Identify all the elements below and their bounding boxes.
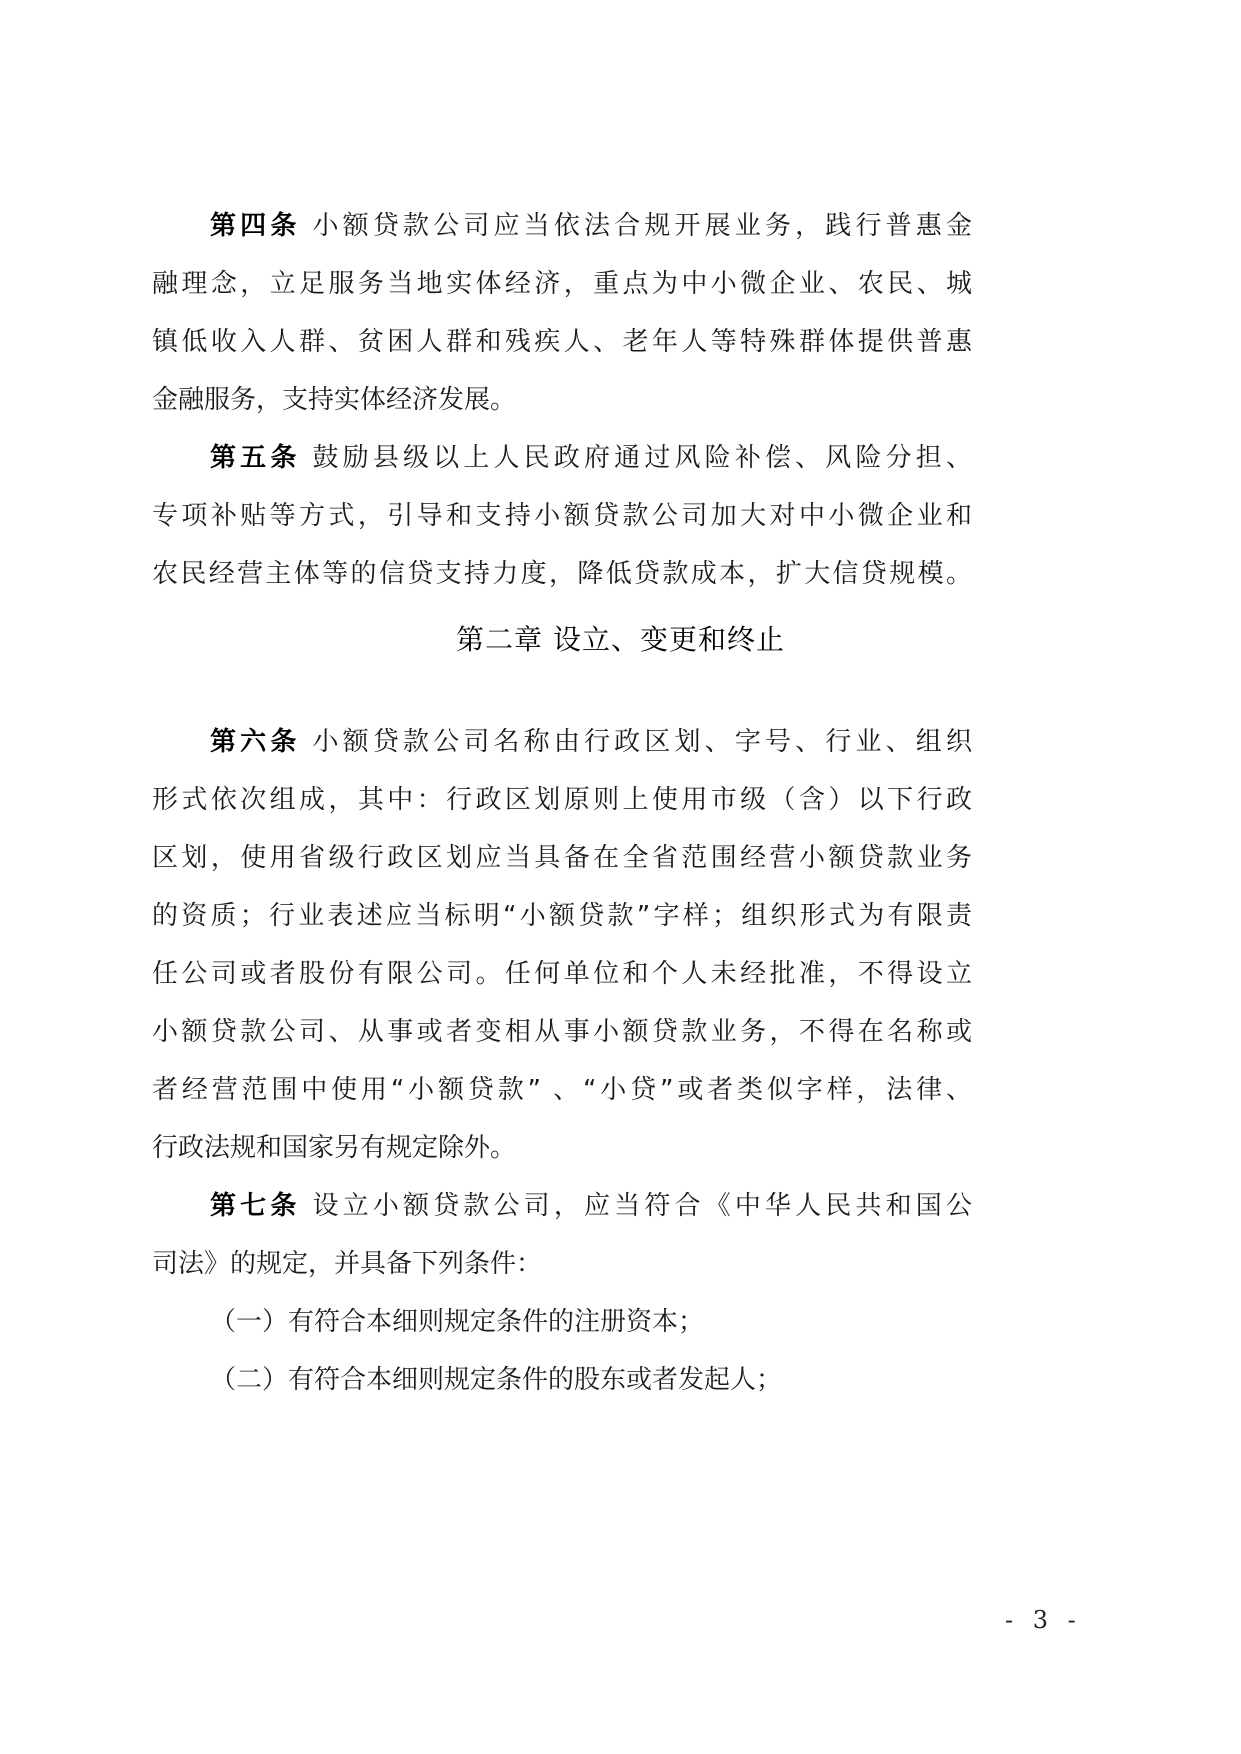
article-6-line-5: 任公司或者股份有限公司。任何单位和个人未经批准，不得设立 bbox=[152, 959, 972, 989]
article-6-line-1 bbox=[152, 722, 972, 762]
page-number: - 3 - bbox=[1005, 1606, 1082, 1634]
article-5-line-1 bbox=[152, 438, 972, 478]
article-6-line-8: 行政法规和国家另有规定除外。 bbox=[152, 1133, 517, 1163]
article-7-line-2: 司法》的规定，并具备下列条件： bbox=[152, 1249, 543, 1279]
article-6-line-6: 小额贷款公司、从事或者变相从事小额贷款业务，不得在名称或 bbox=[152, 1017, 972, 1047]
article-7-line-1 bbox=[152, 1186, 972, 1226]
article-6-line-4: 的资质；行业表述应当标明“小额贷款”字样；组织形式为有限责 bbox=[152, 901, 972, 931]
article-4-number: 第四条 bbox=[210, 211, 301, 241]
article-6-line-2: 形式依次组成，其中：行政区划原则上使用市级（含）以下行政 bbox=[152, 785, 972, 815]
article-5-line-3: 农民经营主体等的信贷支持力度，降低贷款成本，扩大信贷规模。 bbox=[152, 559, 972, 589]
article-4-text-1: 小额贷款公司应当依法合规开展业务，践行普惠金 bbox=[312, 211, 972, 241]
article-5-number: 第五条 bbox=[210, 443, 301, 473]
article-7-item-1: （一）有符合本细则规定条件的注册资本； bbox=[210, 1307, 705, 1337]
article-5-line-2: 专项补贴等方式，引导和支持小额贷款公司加大对中小微企业和 bbox=[152, 501, 972, 531]
article-5-text-1: 鼓励县级以上人民政府通过风险补偿、风险分担、 bbox=[312, 443, 972, 473]
article-7-text-1: 设立小额贷款公司，应当符合《中华人民共和国公 bbox=[312, 1191, 972, 1221]
article-4-line-3: 镇低收入人群、贫困人群和残疾人、老年人等特殊群体提供普惠 bbox=[152, 327, 972, 357]
chapter-title: 第二章 设立、变更和终止 bbox=[456, 623, 785, 656]
article-6-line-7: 者经营范围中使用“小额贷款” 、“小贷”或者类似字样，法律、 bbox=[152, 1075, 972, 1105]
article-6-line-3: 区划，使用省级行政区划应当具备在全省范围经营小额贷款业务 bbox=[152, 843, 972, 873]
article-4-line-2: 融理念，立足服务当地实体经济，重点为中小微企业、农民、城 bbox=[152, 269, 972, 299]
article-6-number: 第六条 bbox=[210, 727, 301, 757]
article-7-number: 第七条 bbox=[210, 1191, 301, 1221]
article-4-line-4: 金融服务，支持实体经济发展。 bbox=[152, 385, 517, 415]
article-6-text-1: 小额贷款公司名称由行政区划、字号、行业、组织 bbox=[312, 727, 972, 757]
article-4-line-1 bbox=[152, 206, 972, 246]
article-7-item-2: （二）有符合本细则规定条件的股东或者发起人； bbox=[210, 1365, 783, 1395]
